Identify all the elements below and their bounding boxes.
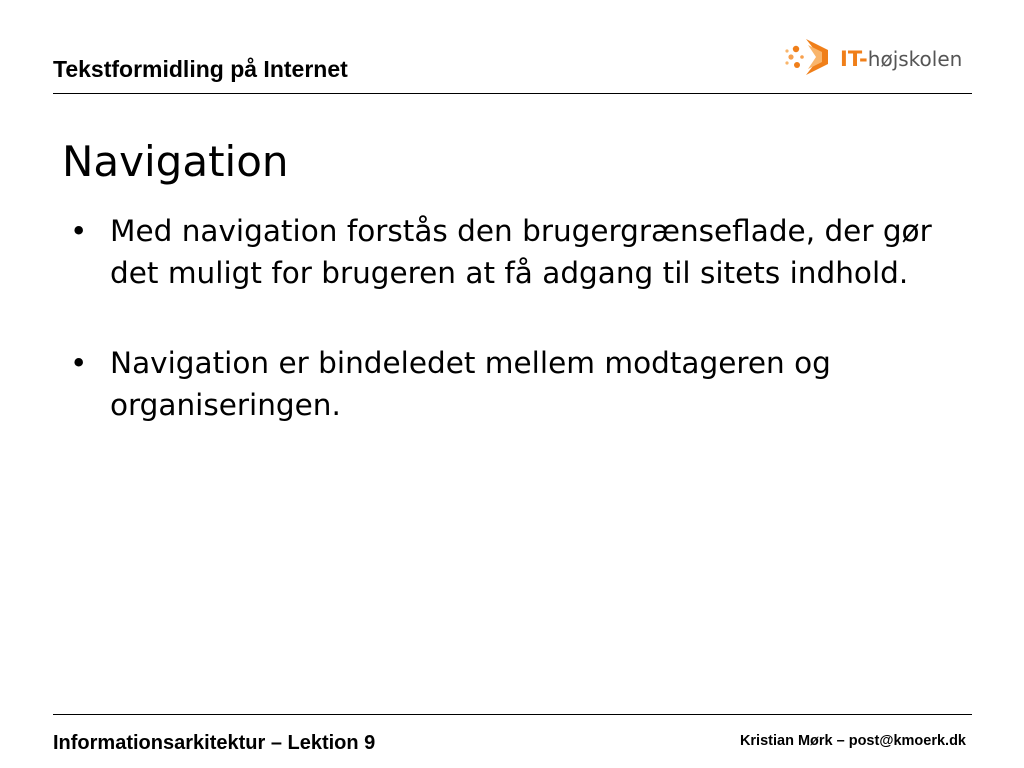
logo-prefix: IT- [840,47,868,71]
header-divider [53,93,972,94]
slide-title: Navigation [62,137,289,186]
it-hojskolen-logo [784,36,974,80]
bullet-list [70,210,970,426]
footer-divider [53,714,972,715]
footer-author-contact: Kristian Mørk – post@kmoerk.dk [739,733,966,749]
header-title: Tekstformidling på Internet [53,56,348,82]
logo-text [840,46,962,72]
logo-suffix: højskolen [867,47,963,71]
bullet-item [70,342,970,426]
it-hojskolen-logo-icon [784,36,842,80]
bullet-marker: • [70,346,88,380]
bullet-text: Med navigation forstås den brugergrænseflade, der gør det muligt for brugeren at få adgang til sitets indhold. [110,214,932,290]
bullet-item [70,210,970,294]
bullet-text: Navigation er bindeledet mellem modtageren og organiseringen. [110,346,831,422]
bullet-marker: • [70,214,88,248]
footer-course-label: Informationsarkitektur – Lektion 9 [53,732,376,754]
